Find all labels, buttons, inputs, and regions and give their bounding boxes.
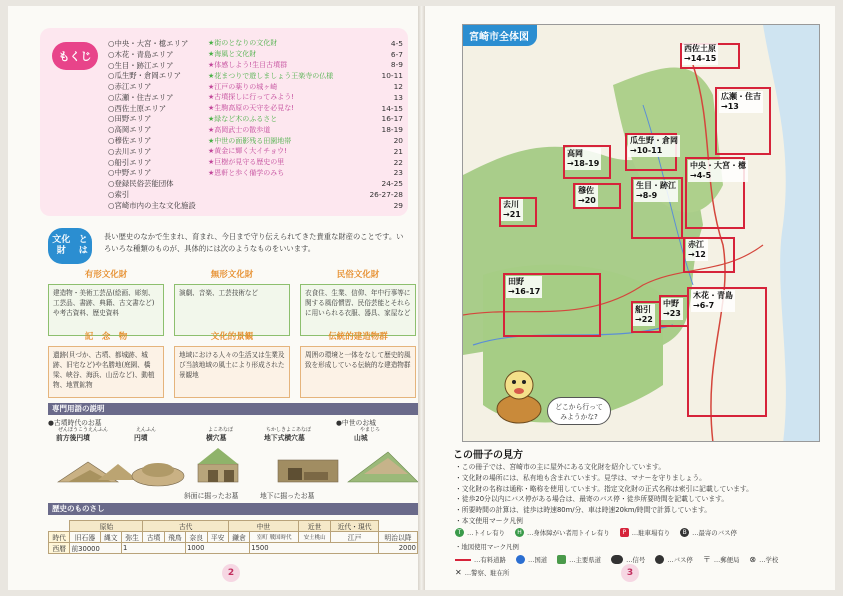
area-label-takaoka[interactable]: 高岡 →18-19 [567, 149, 600, 168]
kofun-illustrations [48, 442, 418, 490]
toc-area: ○中央・大宮・檍エリア [108, 38, 189, 48]
ancient-tomb-heading: ●古墳時代のお墓 [48, 419, 102, 427]
bus-stop-icon: B [680, 528, 689, 537]
medieval-castle-heading: ●中世のお城 [336, 419, 376, 427]
accessible-toilet-icon: H [515, 528, 524, 537]
toc-area: ○広瀬・住吉エリア [108, 92, 174, 102]
round-tomb-icon [132, 463, 184, 486]
toc-row[interactable] [108, 135, 404, 146]
keyhole-tomb-icon [58, 462, 138, 482]
area-label-tano[interactable]: 田野 →16-17 [508, 277, 541, 296]
toc-row[interactable] [108, 60, 404, 71]
guide-items: ・この冊子では、宮崎市の主に屋外にある文化財を紹介しています。 ・文化財の場所には、私有地も含まれています。見学は、マナーを守りましょう。 ・文化財の名称は通称・略称を使用しています。指定文化財の正式名称は索引に記載しています。 ・徒歩20分以内にバス停がある場合は、最寄のバス停・徒歩所要時間を記載しています。 ・所要時間の計算は、徒歩は時速80m/分、車は時速20km/時間で計算しています。 ・本文使用マーク凡例 [455, 463, 753, 525]
toc-row[interactable] [108, 81, 404, 92]
toc-page: 12 [393, 82, 403, 92]
toc-page: 18-19 [381, 125, 403, 135]
toc-row[interactable] [108, 189, 404, 200]
signal-icon [611, 555, 623, 564]
legend-parking: P …駐車場有り [620, 528, 670, 537]
toc-feature: ★花まつりで遊しましょう王楽寺の仏様 [208, 71, 334, 80]
area-label-kibana-aoshima[interactable]: 木花・青島 →6-7 [693, 291, 733, 310]
toc-feature: ★体感しよう!生目古墳群 [208, 60, 288, 69]
category-traditional-buildings: 伝統的建造物群 周囲の環境と一体をなして歴史的風致を形成している伝統的な建造物群 [300, 330, 416, 398]
kofun-label-enpun: 円墳 [134, 434, 148, 442]
right-page [425, 6, 835, 590]
toc-area: ○木花・青島エリア [108, 49, 174, 59]
toc-row[interactable] [108, 49, 404, 60]
toc-feature: ★中世の面影残る田園地帯 [208, 136, 292, 145]
area-label-akae[interactable]: 赤江 →12 [688, 240, 706, 259]
yokoana-tomb-icon [198, 448, 238, 482]
toc-row[interactable] [108, 146, 404, 157]
toc-area: ○田野エリア [108, 114, 152, 124]
legend-police: ✕ …警察、駐在所 [455, 568, 510, 577]
toc-area: ○去川エリア [108, 146, 152, 156]
toc-feature: ★街のとなりの文化財 [208, 39, 278, 48]
toc-row[interactable] [108, 103, 404, 114]
toc-feature: ★緑など木のふるさと [208, 114, 278, 123]
toc-page: 20 [393, 136, 403, 146]
area-label-nishisadowara[interactable]: 西佐土原 →14-15 [684, 44, 717, 63]
toc-list [108, 38, 404, 211]
legend-accessible-toilet: H …身体障がい者用トイレ有り [515, 528, 610, 537]
timeline-year-row: 西暦 前30000 1 1000 1500 2000 [49, 543, 418, 554]
toc-area: ○生目・跡江エリア [108, 60, 174, 70]
legend-bus: …バス停 [655, 555, 693, 564]
toc-page: 16-17 [381, 114, 403, 124]
area-label-funahiki[interactable]: 船引 →22 [635, 305, 653, 324]
bunkazai-title: 文化財 とは [48, 228, 92, 264]
toc-page: 26-27-28 [369, 190, 403, 200]
table-of-contents [40, 28, 408, 216]
mascot-speech-bubble: どこから行って みようかな? [547, 397, 611, 425]
toc-area: ○瓜生野・倉岡エリア [108, 71, 181, 81]
history-bar: 歴史のものさし [48, 503, 418, 515]
legend-national-road: …国道 [516, 555, 547, 564]
toc-page: 6-7 [390, 49, 403, 59]
toc-area: ○赤江エリア [108, 82, 152, 92]
legend-toll-road: …有料道路 [455, 555, 506, 564]
toc-feature: ★高岡武士の散歩道 [208, 125, 271, 134]
underground-tomb-icon [278, 460, 338, 482]
category-folk: 民俗文化財 衣食住、生業、信仰、年中行事等に関する風俗慣習、民俗芸能とそれらに用いられる衣服、器具、家屋など [300, 268, 416, 336]
area-label-chuo-omiya[interactable]: 中央・大宮・檍 →4-5 [690, 161, 746, 180]
page-number-right: 3 [621, 564, 639, 582]
kofun-label-chikashiki: 地下式横穴墓 [264, 434, 305, 442]
kofun-label-yokoanabo: 横穴墓 [206, 434, 227, 442]
toc-page: 14-15 [381, 103, 403, 113]
toc-area: ○高岡エリア [108, 125, 152, 135]
post-office-icon: 〒 [702, 555, 711, 564]
map-title: 宮崎市全体図 [463, 25, 537, 46]
toc-area: ○西佐土原エリア [108, 103, 167, 113]
toilet-icon: T [455, 528, 464, 537]
toc-page: 10-11 [381, 71, 403, 81]
book-spine [418, 6, 425, 590]
legend-school: ⊗ …学校 [749, 555, 779, 564]
caption-underground-tomb: 地下に掘ったお墓 [260, 492, 315, 500]
map-legend-title: ・地図使用マーク凡例 [455, 543, 519, 551]
category-intangible: 無形文化財 演劇、音楽、工芸技術など [174, 268, 290, 336]
toc-area: ○穆佐エリア [108, 136, 152, 146]
left-page: もくじ ○中央・大宮・檍エリア ★街のとなりの文化財 4-5 ○木花・青島エリア ★海風と文化財 6-7 ○生目・跡江エリア ★体感しよう!生目古墳群 8-9 ○瓜生野・倉岡エリア ★花まつりで遊しましょう王楽寺の仏様 10-11 ○赤江エリア ★江戸の薬りの城ヶ崎 12 ○広瀬・住吉エリア ★古墳探しに行ってみよう! 13 ○西佐土原エリア ★生駒高原の天守を必見な! 14-15 ○田野エリア ★緑など木のふるさと 16-17 ○高岡エリア ★高岡武士の散歩道 18-19 ○穆佐エリア ★中世の面影残る田園地帯 20 ○去川エリア ★黄金に輝く大イチョウ! 21 ○船引エリア ★巨樹が見守る歴史の里 22 ○中野エリア ★恩軒と歩く備学のみち 23 ○登録民俗芸能団体 24-25 ○索引 26-27-28 ○宮崎市内の主な文化施設 29 文化財 とは 長い歴史のなかで生まれ、育まれ、今日まで守り伝えられてきた貴重な財産のことです。いろいろな種類のものが、具体的には次のようなものをいいます。 有形文化財 建造物・美術工芸品(絵画、彫刻、工芸品、書跡、典籍、古文書など)や考古資料、歴史資料 無形文化財 演劇、音楽、工芸技術など 民俗文化財 衣食住、生業、信仰、年中行事等に関する風俗慣習、民俗芸能とそれらに用いられる衣服、器具、家屋など 記 念 物 遺跡(貝づか、古墳、都城跡、城跡、旧宅など)や名勝地(庭園、橋梁、峡谷、海浜、山岳など)、動植物、地質鉱物 文化的景観 地域における人々の生活又は生業及び当該地域の風土により形成された景観地 伝統的建造物群 周囲の環境と一体をなして歴史的風致を形成している伝統的な建造物群 専門用語の説明 ●古墳時代のお墓 ●中世のお城 ぜんぽうこうえんふん 前方後円墳 えんふん 円墳 よこあなぼ 横穴墓 ちかしきよこあなぼ 地下式横穴墓 やまじろ 山城 斜面に掘ったお墓 地下に掘ったお墓 歴史のものさし 原始 古代 中世 近世 近代・現代 時代 旧石器 縄文 弥生 古墳 飛鳥 奈良 平安 鎌倉 室町 戦国時代 安土桃山 江戸 明治以降 西暦 前30000 1 1000 1500 2000 2 [8, 6, 418, 590]
terms-bar: 専門用語の説明 [48, 403, 418, 415]
mountain-castle-icon [348, 452, 418, 482]
area-label-hirose-sumiyoshi[interactable]: 広瀬・住吉 →13 [721, 92, 761, 111]
legend-post-office: 〒 …郵便局 [702, 555, 740, 564]
category-cultural-landscape: 文化的景観 地域における人々の生活又は生業及び当該地域の風土により形成された景観地 [174, 330, 290, 398]
history-timeline [48, 520, 418, 554]
turtle-mascot-icon [493, 365, 545, 427]
area-label-mukasa[interactable]: 穆佐 →20 [578, 186, 596, 205]
national-road-icon [516, 555, 525, 564]
legend-bus-stop: B …最寄のバス停 [680, 528, 737, 537]
toc-row[interactable] [108, 70, 404, 81]
toc-page: 8-9 [390, 60, 403, 70]
toc-row[interactable] [108, 38, 404, 49]
toc-page: 22 [393, 157, 403, 167]
parking-icon: P [620, 528, 629, 537]
guide-heading: この冊子の見方 [453, 450, 523, 461]
category-monuments: 記 念 物 遺跡(貝づか、古墳、都城跡、城跡、旧宅など)や名勝地(庭園、橋梁、峡谷、海浜、山岳など)、動植物、地質鉱物 [48, 330, 164, 398]
toc-area: ○中野エリア [108, 168, 152, 178]
toc-area: ○登録民俗芸能団体 [108, 179, 174, 189]
toc-feature: ★巨樹が見守る歴史の里 [208, 158, 285, 167]
toc-row[interactable] [108, 157, 404, 168]
legend-prefectural-road: …主要県道 [557, 555, 601, 564]
toc-feature: ★生駒高原の天守を必見な! [208, 104, 295, 113]
toc-area: ○索引 [108, 190, 130, 200]
area-label-ikime-atoe[interactable]: 生目・跡江 →8-9 [636, 181, 676, 200]
legend-toilet: T …トイレ有り [455, 528, 505, 537]
toll-road-icon [455, 559, 471, 561]
toc-row[interactable] [108, 92, 404, 103]
prefectural-road-icon [557, 555, 566, 564]
toc-row[interactable] [108, 178, 404, 189]
timeline-era-row: 時代 旧石器 縄文 弥生 古墳 飛鳥 奈良 平安 鎌倉 室町 戦国時代 安土桃山 江戸 明治以降 [49, 532, 418, 543]
toc-page: 29 [393, 200, 403, 210]
legend-signal: …信号 [611, 555, 645, 564]
toc-feature: ★黄金に輝く大イチョウ! [208, 147, 287, 156]
toc-page: 13 [393, 92, 403, 102]
toc-page: 23 [393, 168, 403, 178]
police-icon: ✕ [455, 568, 462, 577]
area-label-nakano[interactable]: 中野 →23 [663, 299, 681, 318]
school-icon: ⊗ [749, 555, 757, 564]
kofun-label-yamajiro: 山城 [354, 434, 368, 442]
category-tangible: 有形文化財 建造物・美術工芸品(絵画、彫刻、工芸品、書跡、典籍、古文書など)や考古資料、歴史資料 [48, 268, 164, 336]
toc-feature: ★古墳探しに行ってみよう! [208, 93, 295, 102]
area-label-uryuno-kuraoka[interactable]: 瓜生野・倉岡 →10-11 [630, 136, 678, 155]
kofun-label-zenpokoen: 前方後円墳 [56, 434, 90, 442]
map-legend [455, 554, 827, 565]
toc-feature: ★恩軒と歩く備学のみち [208, 168, 285, 177]
city-map [462, 24, 820, 442]
bus-icon [655, 555, 664, 564]
page-number-left: 2 [222, 564, 240, 582]
caption-slope-tomb: 斜面に掘ったお墓 [184, 492, 239, 500]
toc-area: ○宮崎市内の主な文化施設 [108, 200, 196, 210]
toc-page: 21 [393, 146, 403, 156]
timeline-top-row: 原始 古代 中世 近世 近代・現代 [49, 521, 418, 532]
toc-row[interactable] [108, 124, 404, 135]
toc-row[interactable] [108, 200, 404, 211]
bunkazai-description: 長い歴史のなかで生まれ、育まれ、今日まで守り伝えられてきた貴重な財産のことです。いろいろな種類のものが、具体的には次のようなものをいいます。 [104, 232, 404, 253]
text-legend [455, 528, 827, 537]
toc-row[interactable] [108, 168, 404, 179]
map-legend-2 [455, 568, 827, 577]
toc-row[interactable] [108, 114, 404, 125]
toc-page: 24-25 [381, 179, 403, 189]
toc-area: ○船引エリア [108, 157, 152, 167]
toc-feature: ★海風と文化財 [208, 50, 257, 59]
toc-feature: ★江戸の薬りの城ヶ崎 [208, 82, 278, 91]
toc-page: 4-5 [390, 38, 403, 48]
toc-title: もくじ [52, 42, 98, 70]
area-label-sarukawa[interactable]: 去川 →21 [503, 200, 521, 219]
